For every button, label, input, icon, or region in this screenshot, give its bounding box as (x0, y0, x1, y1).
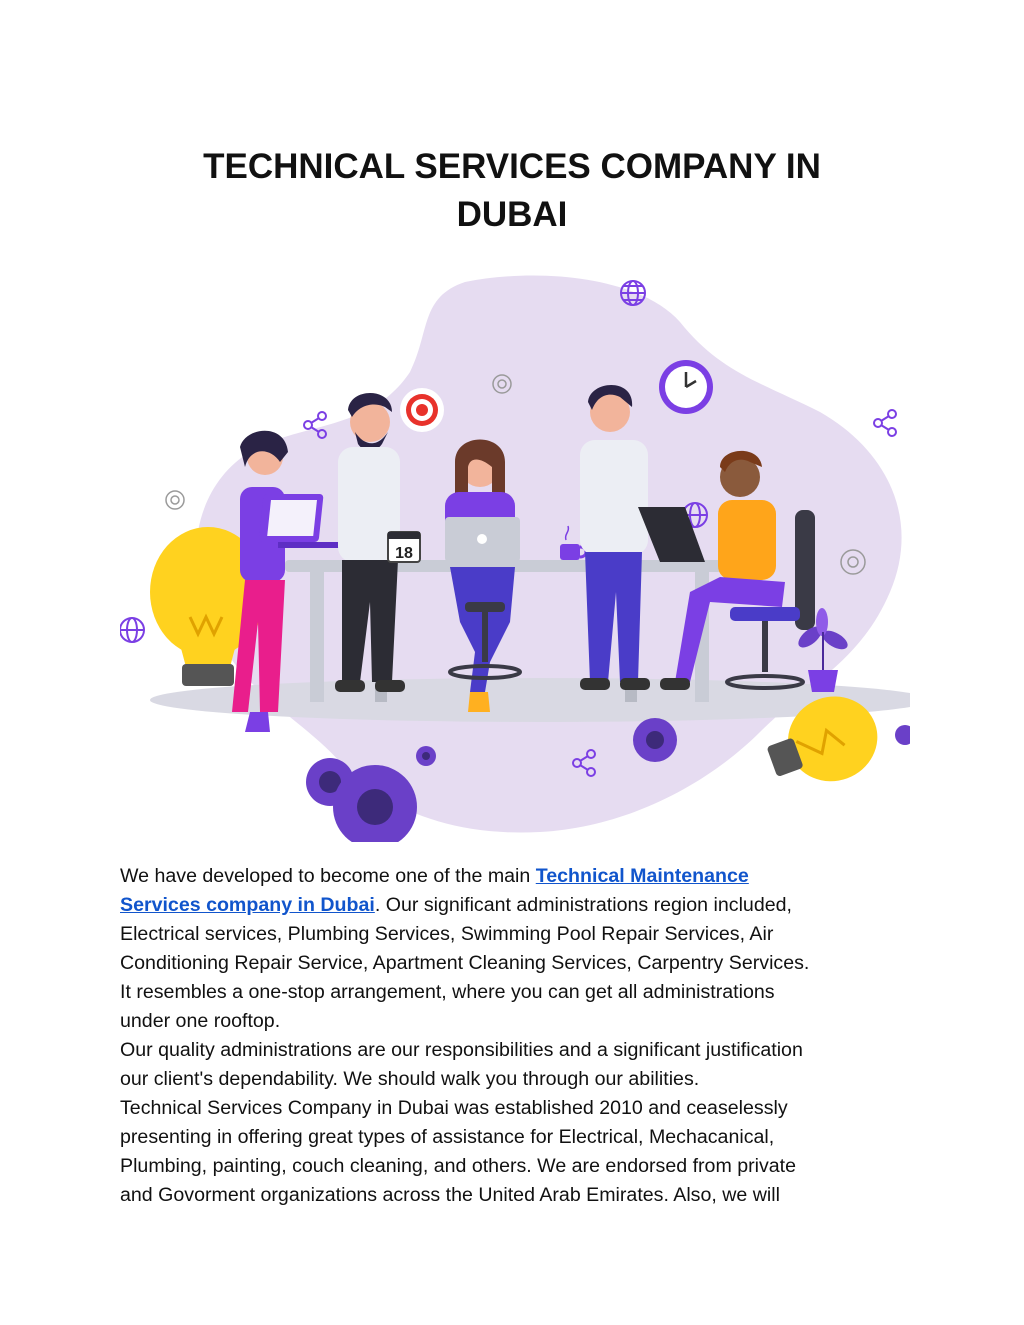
laptop-icon (445, 517, 520, 562)
share-icon (874, 410, 896, 436)
title-line-1: TECHNICAL SERVICES COMPANY IN (203, 147, 821, 186)
paragraph-line: Technical Services Company in Dubai was established 2010 and ceaselessly (120, 1097, 788, 1119)
paragraph-line: Electrical services, Plumbing Services, Swimming Pool Repair Services, Air (120, 923, 774, 945)
paragraph-line: presenting in offering great types of assistance for Electrical, Mechacanical, (120, 1126, 775, 1148)
calendar-date: 18 (395, 545, 413, 562)
paragraph-line: Conditioning Repair Service, Apartment Cleaning Services, Carpentry Services. (120, 952, 810, 974)
paragraph-line: It resembles a one-stop arrangement, where you can get all administrations (120, 981, 775, 1003)
paragraph-line (120, 862, 910, 891)
body-text (120, 862, 910, 1210)
clock-icon (659, 360, 713, 414)
technical-maintenance-link[interactable]: Technical Maintenance (535, 865, 749, 887)
target-icon (400, 388, 444, 432)
calendar-icon (388, 532, 420, 562)
gear-icon (166, 491, 184, 509)
paragraph-line: under one rooftop. (120, 1010, 281, 1032)
paragraph-line: and Govorment organizations across the United Arab Emirates. Also, we will (120, 1184, 780, 1206)
text-span: We have developed to become one of the main (120, 865, 536, 887)
page-title (0, 143, 1024, 239)
paragraph-line: our client's dependability. We should walk you through our abilities. (120, 1068, 700, 1090)
table-leg (310, 572, 324, 702)
paragraph-line: Plumbing, painting, couch cleaning, and others. We are endorsed from private (120, 1155, 797, 1177)
globe-icon (120, 618, 144, 642)
title-line-2: DUBAI (456, 195, 568, 234)
paragraph-line: Our quality administrations are our responsibilities and a significant justification (120, 1039, 803, 1061)
text-span: . Our significant administrations region included, (374, 894, 792, 916)
paragraph-line (120, 891, 910, 920)
team-illustration (120, 262, 910, 842)
technical-maintenance-link-cont[interactable]: Services company in Dubai (120, 894, 375, 916)
